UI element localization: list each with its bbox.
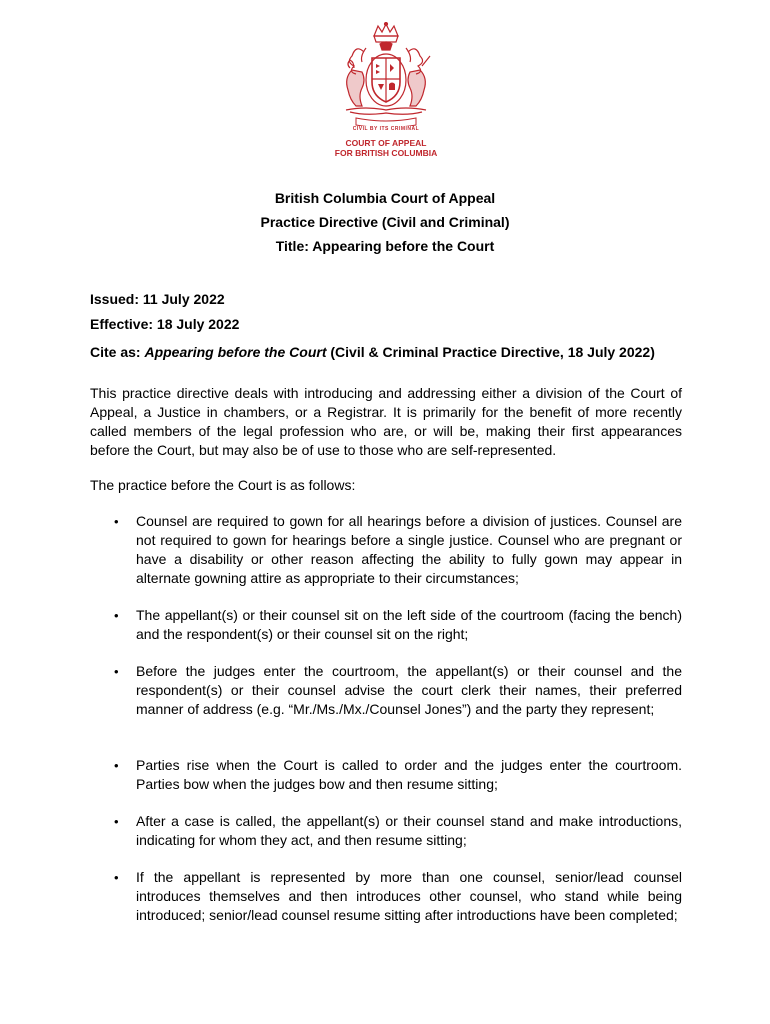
list-item bbox=[90, 606, 682, 644]
crest-jurisdiction: FOR BRITISH COLUMBIA bbox=[334, 148, 438, 158]
list-item-text: Parties rise when the Court is called to order and the judges enter the courtroom. Parties bow when the judges bow and then resume sitting; bbox=[136, 757, 682, 792]
citation-prefix: Cite as: bbox=[90, 344, 145, 360]
bullet-icon: • bbox=[114, 870, 119, 885]
bullet-icon: • bbox=[114, 664, 119, 679]
list-item-text: If the appellant is represented by more than one counsel, senior/lead counsel introduces themselves and then introduces other counsel, who stand while being introduced; senior/lead counsel resume sitting after introductions have been completed; bbox=[136, 869, 682, 923]
court-title: British Columbia Court of Appeal bbox=[274, 190, 496, 206]
list-item bbox=[90, 756, 682, 794]
intro-paragraph: This practice directive deals with introducing and addressing either a division of the Court of Appeal, a Justice in chambers, or a Registrar. It is primarily for the benefit of more recently called members of the legal profession who are, or will be, making their first appearances before the Court, but may also be of use to those who are self-represented. bbox=[90, 385, 682, 458]
lead-paragraph: The practice before the Court is as follows: bbox=[90, 477, 356, 493]
citation-suffix: (Civil & Criminal Practice Directive, 18 July 2022) bbox=[326, 344, 655, 360]
bullet-icon: • bbox=[114, 514, 119, 529]
list-item bbox=[90, 512, 682, 588]
list-item-text: Counsel are required to gown for all hearings before a division of justices. Counsel are not required to gown for hearings before a single justice. Counsel who are pregnant or have a disability or other reason affecting the ability to fully gown may appear in alternate gowning attire as appropriate to their circumstances; bbox=[136, 513, 682, 586]
list-item bbox=[90, 662, 682, 738]
list-item-text: After a case is called, the appellant(s) or their counsel stand and make introductions, indicating for whom they act, and then resume sitting; bbox=[136, 813, 682, 848]
citation bbox=[90, 343, 682, 361]
bullet-icon: • bbox=[114, 814, 119, 829]
court-crest-logo bbox=[326, 22, 446, 162]
directive-title: Title: Appearing before the Court bbox=[275, 238, 495, 254]
directive-type: Practice Directive (Civil and Criminal) bbox=[260, 214, 510, 230]
bullet-icon: • bbox=[114, 758, 119, 773]
list-item-text: Before the judges enter the courtroom, the appellant(s) or their counsel and the respondent(s) or their counsel advise the court clerk their names, their preferred manner of address (e.g. “Mr./Ms./Mx./Counsel Jones”) and the party they represent; bbox=[136, 663, 682, 717]
citation-title: Appearing before the Court bbox=[144, 344, 327, 360]
document-title-block bbox=[0, 186, 770, 258]
bullet-icon: • bbox=[114, 608, 119, 623]
issued-date: Issued: 11 July 2022 bbox=[90, 291, 225, 307]
coat-of-arms-icon bbox=[326, 22, 446, 126]
effective-date: Effective: 18 July 2022 bbox=[90, 316, 240, 332]
list-item bbox=[90, 868, 682, 944]
crest-motto-text: CIVIL BY ITS CRIMINAL bbox=[352, 126, 420, 132]
list-item bbox=[90, 812, 682, 850]
practice-list bbox=[90, 512, 682, 962]
list-item-text: The appellant(s) or their counsel sit on the left side of the courtroom (facing the bench) and the respondent(s) or their counsel sit on the right; bbox=[136, 607, 682, 642]
crest-court-name: COURT OF APPEAL bbox=[345, 138, 427, 148]
